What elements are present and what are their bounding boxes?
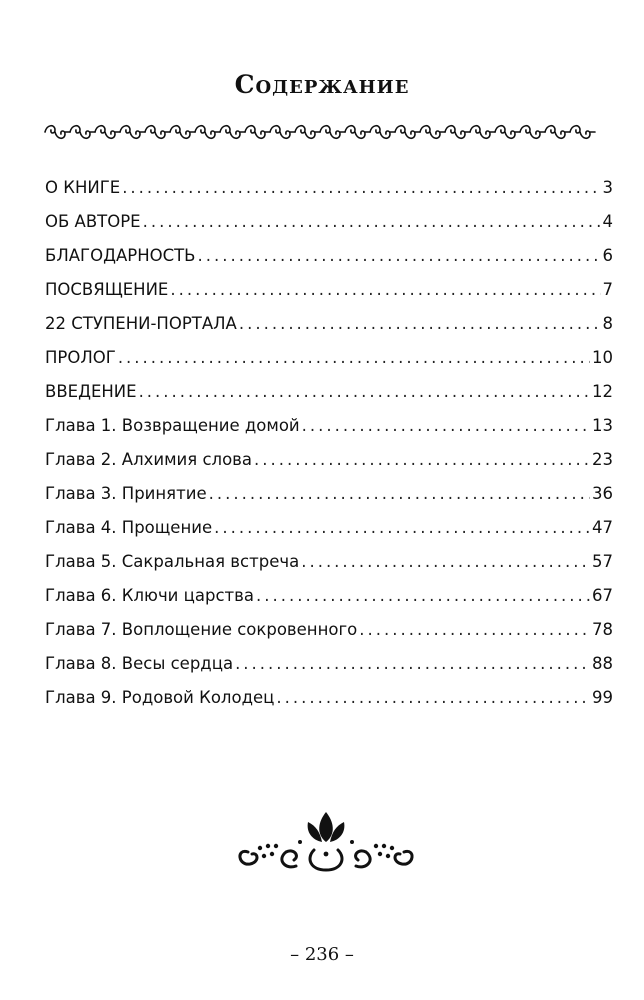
border-scroll-segment	[145, 126, 170, 139]
toc-entry-title: Глава 4. Прощение	[45, 518, 213, 537]
toc-entry-page: 23	[592, 450, 613, 469]
toc-entry-title: О КНИГЕ	[45, 178, 121, 197]
border-scroll-segment	[195, 126, 220, 139]
toc-entry[interactable]	[45, 348, 613, 382]
dot-leader	[209, 484, 590, 503]
toc-entry-page: 3	[602, 178, 613, 197]
border-scroll-segment	[420, 126, 445, 139]
toc-entry[interactable]	[45, 416, 613, 450]
border-scroll-segment	[220, 126, 245, 139]
toc-entry[interactable]	[45, 178, 613, 212]
dot-leader	[122, 178, 600, 197]
toc-entry[interactable]	[45, 450, 613, 484]
toc-entry[interactable]	[45, 382, 613, 416]
toc-entry-title: ОБ АВТОРЕ	[45, 212, 141, 231]
toc-entry[interactable]	[45, 280, 613, 314]
toc-entry-title: Глава 1. Возвращение домой	[45, 416, 300, 435]
border-scroll-segment	[45, 126, 70, 139]
border-scroll-segment	[520, 126, 545, 139]
border-scroll-segment	[120, 126, 145, 139]
toc-entry-page: 88	[592, 654, 613, 673]
toc-entry[interactable]	[45, 552, 613, 586]
toc-entry[interactable]	[45, 586, 613, 620]
border-scroll-segment	[395, 126, 420, 139]
border-scroll-segment	[370, 126, 395, 139]
toc-entry[interactable]	[45, 212, 613, 246]
toc-entry-title: Глава 3. Принятие	[45, 484, 207, 503]
toc-entry-title: Глава 2. Алхимия слова	[45, 450, 252, 469]
border-scroll-segment	[445, 126, 470, 139]
toc-entry-page: 67	[592, 586, 613, 605]
table-of-contents	[45, 178, 613, 722]
toc-entry-title: Глава 6. Ключи царства	[45, 586, 254, 605]
toc-entry[interactable]	[45, 484, 613, 518]
toc-entry-page: 8	[602, 314, 613, 333]
toc-entry-title: ПРОЛОГ	[45, 348, 116, 367]
border-scroll-segment	[170, 126, 195, 139]
toc-entry[interactable]	[45, 688, 613, 722]
dot-leader	[198, 246, 601, 265]
border-scroll-segment	[345, 126, 370, 139]
border-scroll-segment	[570, 126, 595, 139]
toc-entry-page: 47	[592, 518, 613, 537]
border-scroll-segment	[545, 126, 570, 139]
dot-leader	[302, 416, 590, 435]
toc-entry-title: Глава 7. Воплощение сокровенного	[45, 620, 358, 639]
border-scroll-segment	[245, 126, 270, 139]
decorative-border-icon	[42, 122, 602, 142]
toc-entry-title: Глава 9. Родовой Колодец	[45, 688, 275, 707]
dot-leader	[239, 314, 601, 333]
dot-leader	[254, 450, 590, 469]
toc-entry-page: 6	[602, 246, 613, 265]
toc-entry-page: 78	[592, 620, 613, 639]
flourish-ornament-icon	[236, 808, 416, 880]
toc-entry-page: 13	[592, 416, 613, 435]
toc-entry-page: 7	[602, 280, 613, 299]
border-scroll-segment	[95, 126, 120, 139]
toc-entry-page: 4	[602, 212, 613, 231]
border-scroll-segment	[495, 126, 520, 139]
border-scroll-segment	[70, 126, 95, 139]
border-scroll-segment	[470, 126, 495, 139]
toc-entry-title: БЛАГОДАРНОСТЬ	[45, 246, 196, 265]
toc-entry[interactable]	[45, 518, 613, 552]
page-number: – 236 –	[290, 944, 354, 965]
toc-entry[interactable]	[45, 654, 613, 688]
toc-entry-title: 22 СТУПЕНИ-ПОРТАЛА	[45, 314, 237, 333]
toc-entry[interactable]	[45, 246, 613, 280]
dot-leader	[118, 348, 590, 367]
toc-entry[interactable]	[45, 620, 613, 654]
toc-entry-page: 36	[592, 484, 613, 503]
border-scroll-segment	[295, 126, 320, 139]
dot-leader	[214, 518, 590, 537]
toc-entry[interactable]	[45, 314, 613, 348]
dot-leader	[143, 212, 601, 231]
toc-entry-title: ПОСВЯЩЕНИЕ	[45, 280, 169, 299]
dot-leader	[170, 280, 600, 299]
border-scroll-segment	[270, 126, 295, 139]
border-scroll-segment	[320, 126, 345, 139]
dot-leader	[139, 382, 590, 401]
toc-entry-title: ВВЕДЕНИЕ	[45, 382, 137, 401]
dot-leader	[276, 688, 590, 707]
dot-leader	[235, 654, 590, 673]
toc-entry-page: 99	[592, 688, 613, 707]
dot-leader	[359, 620, 590, 639]
toc-entry-page: 57	[592, 552, 613, 571]
toc-entry-page: 12	[592, 382, 613, 401]
dot-leader	[301, 552, 590, 571]
toc-entry-title: Глава 8. Весы сердца	[45, 654, 234, 673]
dot-leader	[256, 586, 590, 605]
toc-entry-page: 10	[592, 348, 613, 367]
page-title: Содержание	[234, 70, 410, 99]
toc-entry-title: Глава 5. Сакральная встреча	[45, 552, 300, 571]
